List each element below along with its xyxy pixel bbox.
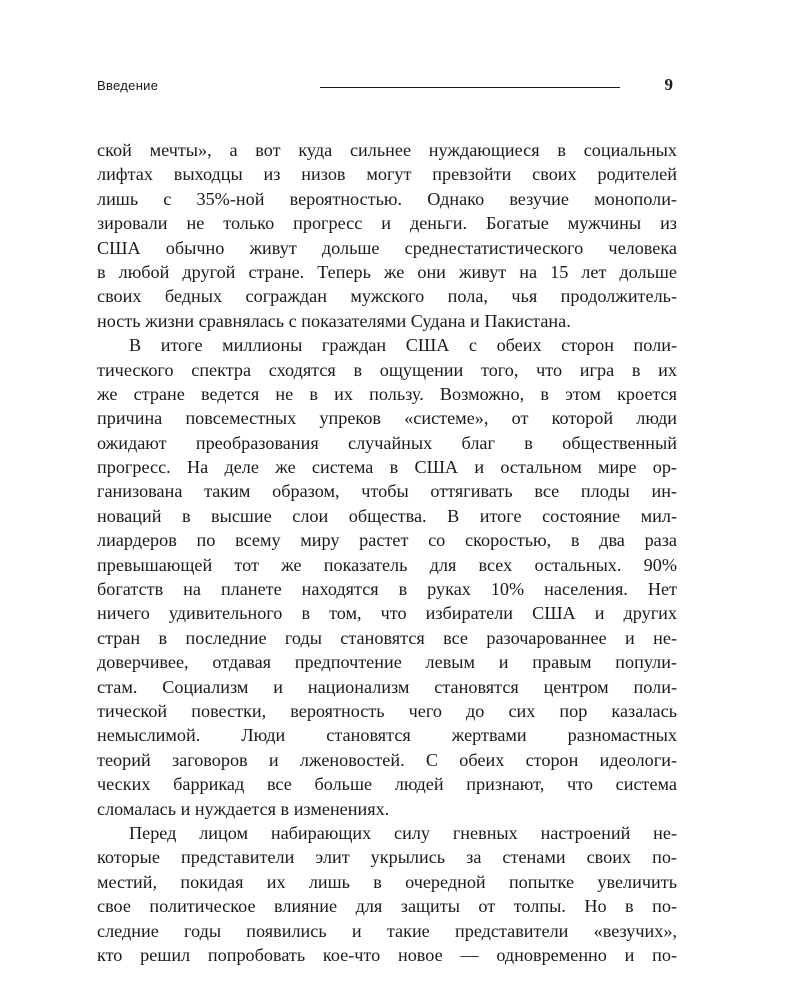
text-line: ничего удивительного в том, что избиратели США и других bbox=[97, 603, 677, 624]
text-line: своих бедных сограждан мужского пола, чья продолжитель- bbox=[97, 286, 677, 307]
body-text bbox=[97, 138, 677, 967]
text-line: стран в последние годы становятся все разочарованнее и не- bbox=[97, 627, 677, 648]
text-line: свое политическое влияние для защиты от толпы. Но в по- bbox=[97, 896, 677, 917]
page-header bbox=[97, 74, 677, 102]
text-line: новаций в высшие слои общества. В итоге состояние мил- bbox=[97, 505, 677, 526]
text-line: местий, покидая их лишь в очередной попытке увеличить bbox=[97, 871, 677, 892]
text-line: лифтах выходцы из низов могут превзойти своих родителей bbox=[97, 164, 677, 185]
text-line: сломалась и нуждается в изменениях. bbox=[97, 798, 390, 819]
page-number: 9 bbox=[664, 75, 673, 94]
text-line: немыслимой. Люди становятся жертвами разномастных bbox=[97, 725, 677, 746]
text-line: ожидают преобразования случайных благ в общественный bbox=[97, 432, 677, 453]
text-line: стам. Социализм и национализм становятся центром поли- bbox=[97, 676, 677, 697]
running-head: Введение bbox=[97, 78, 159, 93]
text-line: причина повсеместных упреков «системе», от которой люди bbox=[97, 408, 677, 429]
text-line: ганизована таким образом, чтобы оттягивать все плоды ин- bbox=[97, 481, 677, 502]
text-line: США обычно живут дольше среднестатистического человека bbox=[97, 237, 677, 258]
text-line: Перед лицом набирающих силу гневных настроений не- bbox=[129, 822, 677, 843]
text-line: лишь с 35%-ной вероятностью. Однако везучие монополи- bbox=[97, 188, 677, 209]
text-line: доверчивее, отдавая предпочтение левым и правым попули- bbox=[97, 652, 677, 673]
text-line: кто решил попробовать кое-что новое — одновременно и по- bbox=[97, 944, 677, 965]
text-line: превышающей тот же показатель для всех остальных. 90% bbox=[97, 554, 677, 575]
text-line: ской мечты», а вот куда сильнее нуждающиеся в социальных bbox=[97, 140, 677, 160]
text-line: в любой другой стране. Теперь же они живут на 15 лет дольше bbox=[97, 261, 677, 282]
text-line: тического спектра сходятся в ощущении того, что игра в их bbox=[97, 359, 677, 380]
text-line: богатств на планете находятся в руках 10% населения. Нет bbox=[97, 579, 677, 600]
text-line: же стране ведется не в их пользу. Возможно, в этом кроется bbox=[97, 383, 677, 404]
text-line: следние годы появились и такие представители «везучих», bbox=[97, 920, 677, 941]
header-rule bbox=[320, 87, 620, 88]
text-line: теорий заговоров и лженовостей. С обеих сторон идеологи- bbox=[97, 749, 677, 770]
text-line: В итоге миллионы граждан США с обеих сторон поли- bbox=[129, 335, 677, 356]
text-line: ческих баррикад все больше людей признают, что система bbox=[97, 774, 677, 795]
text-line: которые представители элит укрылись за стенами своих по- bbox=[97, 847, 677, 868]
text-line: зировали не только прогресс и деньги. Богатые мужчины из bbox=[97, 213, 677, 234]
text-line: лиардеров по всему миру растет со скоростью, в два раза bbox=[97, 530, 677, 551]
text-line: ность жизни сравнялась с показателями Судана и Пакистана. bbox=[97, 310, 571, 331]
text-line: тической повестки, вероятность чего до сих пор казалась bbox=[97, 700, 677, 721]
text-line: прогресс. На деле же система в США и остальном мире ор- bbox=[97, 457, 677, 478]
